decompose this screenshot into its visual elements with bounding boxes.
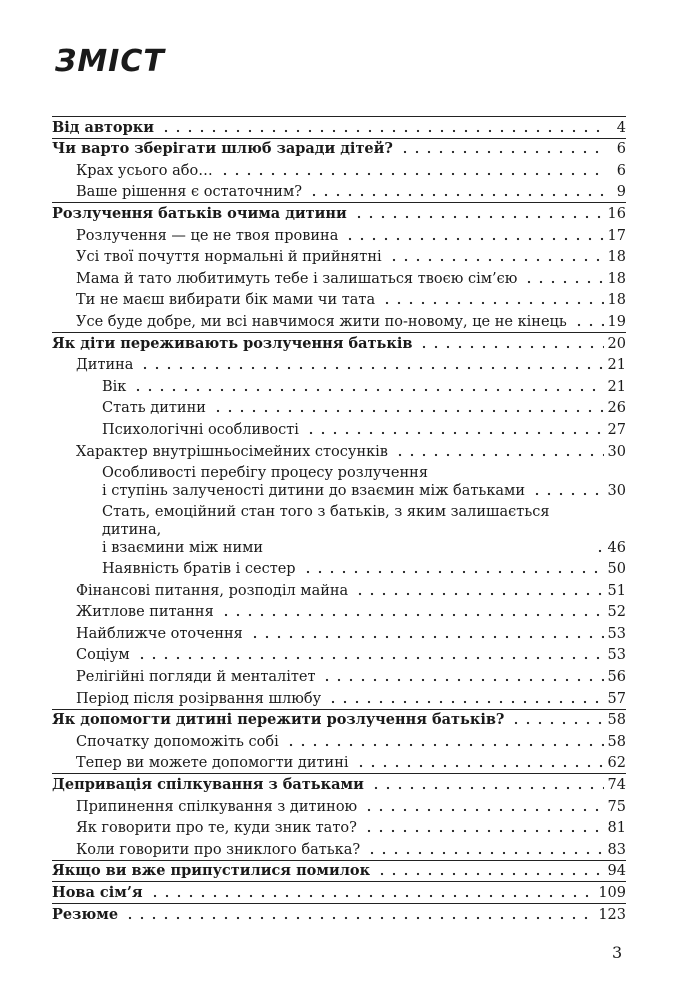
dot-leader [523, 280, 603, 284]
toc-entry-page: 74 [607, 777, 626, 794]
toc-entry [52, 116, 626, 138]
toc-entry-page: 56 [607, 669, 626, 686]
toc-entry-page: 46 [607, 539, 626, 556]
toc-entry [52, 462, 626, 501]
dot-leader [376, 872, 603, 876]
dot-leader [344, 237, 603, 241]
dot-leader [285, 743, 604, 747]
toc-entry [52, 224, 626, 246]
dot-leader [302, 570, 604, 574]
dot-leader [370, 786, 604, 790]
toc-entry-title: Ти не маєш вибирати бік мами чи тата [76, 292, 376, 309]
toc-entry-title: Соціум [76, 647, 130, 664]
toc-entry-page: 27 [607, 421, 626, 438]
dot-leader [399, 150, 604, 154]
page-number: 3 [612, 943, 623, 962]
toc-entry-title: Усі твої почуття нормальні й прийнятні [76, 249, 382, 266]
toc-entry-page: 83 [607, 841, 626, 858]
toc-entry [52, 397, 626, 419]
toc-entry-title [102, 464, 525, 500]
dot-leader [366, 851, 603, 855]
table-of-contents [52, 116, 626, 925]
dot-leader [510, 721, 603, 725]
toc-entry-page: 75 [607, 798, 626, 815]
toc-entry-page: 21 [607, 378, 626, 395]
toc-entry [52, 730, 626, 752]
toc-entry-title: Житлове питання [76, 604, 214, 621]
toc-entry-title: Ваше рішення є остаточним? [76, 184, 303, 201]
toc-entry [52, 903, 626, 925]
toc-entry [52, 267, 626, 289]
toc-entry-page: 50 [607, 561, 626, 578]
toc-entry-page: 6 [616, 141, 626, 158]
toc-entry-title: Як допомогти дитині пережити розлучення батьків? [52, 711, 505, 729]
toc-entry [52, 332, 626, 354]
toc-entry-title: Резюме [52, 905, 119, 923]
dot-leader [136, 656, 604, 660]
toc-entry-title: Чи варто зберігати шлюб заради дітей? [52, 140, 393, 158]
toc-entry [52, 138, 626, 160]
dot-leader [353, 215, 604, 219]
toc-entry-page: 4 [616, 119, 626, 136]
toc-entry-title: Нова сім’я [52, 884, 143, 901]
toc-entry-page: 81 [607, 820, 626, 837]
toc-entry [52, 687, 626, 709]
dot-leader [381, 301, 603, 305]
toc-entry-page: 58 [607, 712, 626, 729]
toc-entry-page: 19 [607, 313, 626, 330]
toc-entry-title: Стать дитини [102, 400, 206, 417]
toc-entry-title: Розлучення батьків очима дитини [52, 204, 347, 222]
toc-entry [52, 501, 626, 558]
toc-entry-title: Період після розірвання шлюбу [76, 690, 322, 707]
toc-entry [52, 752, 626, 774]
toc-entry-page: 52 [607, 604, 626, 621]
toc-entry-title-line: і ступінь залученості дитини до взаємин між батьками [102, 482, 525, 499]
toc-entry-page: 18 [607, 249, 626, 266]
toc-entry-page: 51 [607, 582, 626, 599]
toc-entry [52, 622, 626, 644]
dot-leader [531, 492, 604, 496]
toc-entry [52, 838, 626, 860]
toc-entry-title: Дитина [76, 357, 134, 374]
dot-leader [139, 366, 603, 370]
toc-entry-page: 21 [607, 357, 626, 374]
toc-entry-page: 16 [607, 205, 626, 222]
dot-leader [573, 323, 604, 327]
dot-leader [149, 894, 595, 898]
toc-entry [52, 601, 626, 623]
toc-entry-page: 109 [598, 885, 626, 901]
toc-entry [52, 644, 626, 666]
toc-entry-title: Коли говорити про зниклого батька? [76, 841, 361, 858]
toc-entry [52, 418, 626, 440]
toc-entry [52, 310, 626, 332]
toc-entry-title: Мама й тато любитимуть тебе і залишаться твоєю сім’єю [76, 270, 518, 287]
toc-entry-page: 9 [616, 184, 626, 201]
dot-leader [220, 613, 604, 617]
toc-entry [52, 665, 626, 687]
toc-entry-title-line: Стать, емоційний стан того з батьків, з яким залишається дитина, [102, 503, 550, 538]
toc-entry-title: Припинення спілкування з дитиною [76, 798, 358, 815]
toc-entry-title: Спочатку допоможіть собі [76, 733, 279, 750]
toc-entry-page: 58 [607, 733, 626, 750]
toc-entry-page: 30 [607, 482, 626, 499]
toc-entry [52, 289, 626, 311]
dot-leader [388, 258, 604, 262]
toc-entry-title: Вік [102, 378, 127, 395]
dot-leader [394, 453, 604, 457]
dot-leader [594, 549, 604, 553]
toc-entry [52, 795, 626, 817]
toc-entry-page: 53 [607, 647, 626, 664]
toc-entry [52, 558, 626, 580]
toc-entry-page: 57 [607, 690, 626, 707]
toc-entry-title: Усе буде добре, ми всі навчимося жити по-новому, це не кінець [76, 313, 567, 330]
toc-entry [52, 246, 626, 268]
toc-entry [52, 881, 626, 903]
toc-entry-page: 18 [607, 270, 626, 287]
dot-leader [124, 916, 594, 920]
dot-leader [249, 635, 604, 639]
dot-leader [160, 129, 604, 133]
toc-entry-title-line: і взаємини між ними [102, 539, 264, 556]
toc-entry [52, 375, 626, 397]
toc-entry-page: 17 [607, 227, 626, 244]
toc-entry [52, 181, 626, 203]
dot-leader [355, 764, 604, 768]
toc-entry-page: 20 [607, 335, 626, 352]
toc-entry-title-line: Особливості перебігу процесу розлучення [102, 464, 428, 481]
toc-entry-title: Депривація спілкування з батьками [52, 776, 364, 794]
toc-entry-page: 53 [607, 625, 626, 642]
toc-entry [52, 354, 626, 376]
dot-leader [132, 388, 603, 392]
toc-entry-title: Фінансові питання, розподіл майна [76, 582, 349, 599]
toc-entry-page: 6 [616, 162, 626, 179]
dot-leader [219, 172, 604, 176]
toc-entry-title: Характер внутрішньосімейних стосунків [76, 443, 388, 460]
toc-entry-title: Розлучення — це не твоя провина [76, 227, 339, 244]
dot-leader [321, 678, 603, 682]
toc-entry-title: Крах усього або… [76, 162, 213, 179]
page-title: ЗМІСТ [55, 44, 165, 79]
toc-entry [52, 860, 626, 882]
toc-entry [52, 202, 626, 224]
dot-leader [308, 193, 604, 197]
toc-entry-title: Психологічні особливості [102, 421, 299, 438]
toc-entry [52, 159, 626, 181]
toc-entry [52, 817, 626, 839]
toc-entry-page: 30 [607, 443, 626, 460]
dot-leader [305, 431, 604, 435]
dot-leader [363, 808, 603, 812]
toc-entry-title: Тепер ви можете допомогти дитині [76, 755, 349, 772]
toc-entry-title: Як діти переживають розлучення батьків [52, 334, 413, 352]
toc-entry-title: Від авторки [52, 118, 154, 136]
toc-entry-title [102, 503, 588, 557]
toc-entry-page: 62 [607, 755, 626, 772]
toc-entry [52, 773, 626, 795]
toc-entry-title: Як говорити про те, куди зник тато? [76, 820, 357, 837]
toc-entry [52, 440, 626, 462]
toc-entry-title: Якщо ви вже припустилися помилок [52, 862, 371, 880]
toc-entry-page: 18 [607, 292, 626, 309]
toc-entry-title: Релігійні погляди й менталітет [76, 669, 316, 686]
toc-entry-page: 26 [607, 400, 626, 417]
dot-leader [363, 829, 604, 833]
toc-entry-page: 94 [607, 863, 626, 880]
dot-leader [418, 345, 603, 349]
toc-entry-title: Найближче оточення [76, 625, 243, 642]
toc-entry-title: Наявність братів і сестер [102, 561, 296, 578]
dot-leader [354, 592, 603, 596]
toc-entry [52, 579, 626, 601]
toc-entry-page: 123 [598, 906, 626, 923]
dot-leader [327, 700, 603, 704]
toc-entry [52, 709, 626, 731]
dot-leader [212, 409, 604, 413]
